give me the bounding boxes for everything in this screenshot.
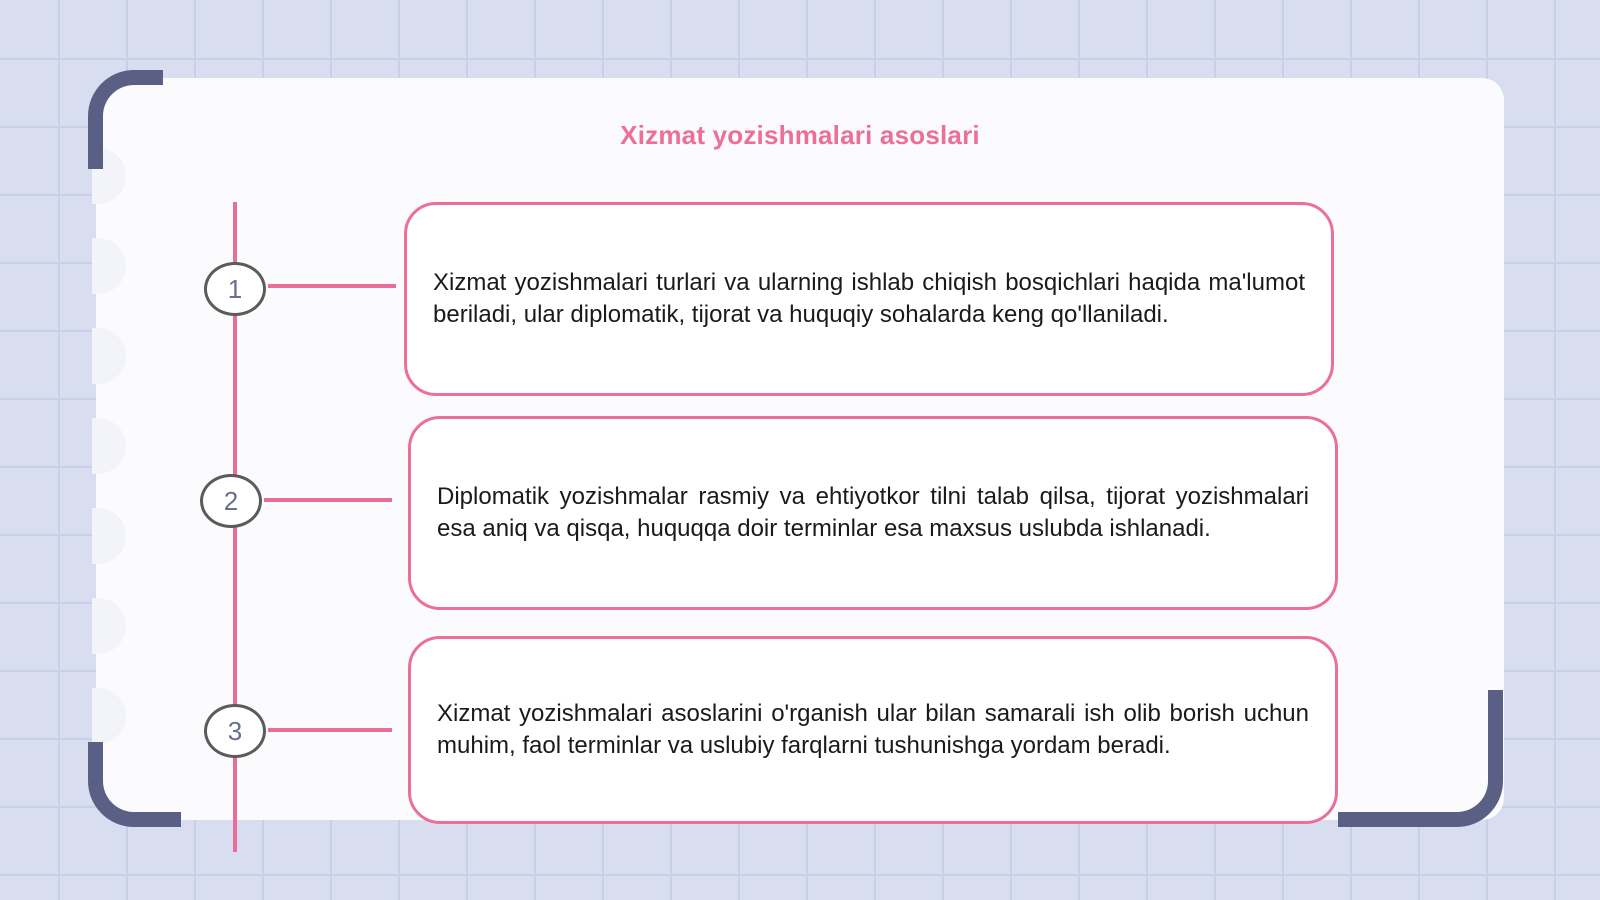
step-number-circle: 1 — [204, 262, 266, 316]
step-text-box — [408, 636, 1338, 824]
step-text-box — [408, 416, 1338, 610]
step-text-box — [404, 202, 1334, 396]
timeline-connector — [268, 284, 396, 288]
step-number-circle: 3 — [204, 704, 266, 758]
corner-bracket-bottom-right — [1338, 690, 1503, 827]
step-text: Xizmat yozishmalari asoslarini o'rganish ular bilan samarali ish olib borish uchun muhim, faol terminlar va uslubiy farqlarni tushunishga yordam beradi. — [437, 700, 1309, 759]
slide-title: Xizmat yozishmalari asoslari — [620, 120, 980, 150]
corner-bracket-top-left — [88, 70, 163, 169]
timeline-connector — [268, 728, 392, 732]
corner-bracket-bottom-left — [88, 742, 181, 827]
step-number-circle: 2 — [200, 474, 262, 528]
timeline-connector — [264, 498, 392, 502]
step-text: Diplomatik yozishmalar rasmiy va ehtiyotkor tilni talab qilsa, tijorat yozishmalari esa aniq va qisqa, huquqqa doir terminlar esa maxsus uslubda ishlanadi. — [437, 483, 1309, 542]
step-text: Xizmat yozishmalari turlari va ularning ishlab chiqish bosqichlari haqida ma'lumot beriladi, ular diplomatik, tijorat va huquqiy sohalarda keng qo'llaniladi. — [433, 269, 1305, 328]
